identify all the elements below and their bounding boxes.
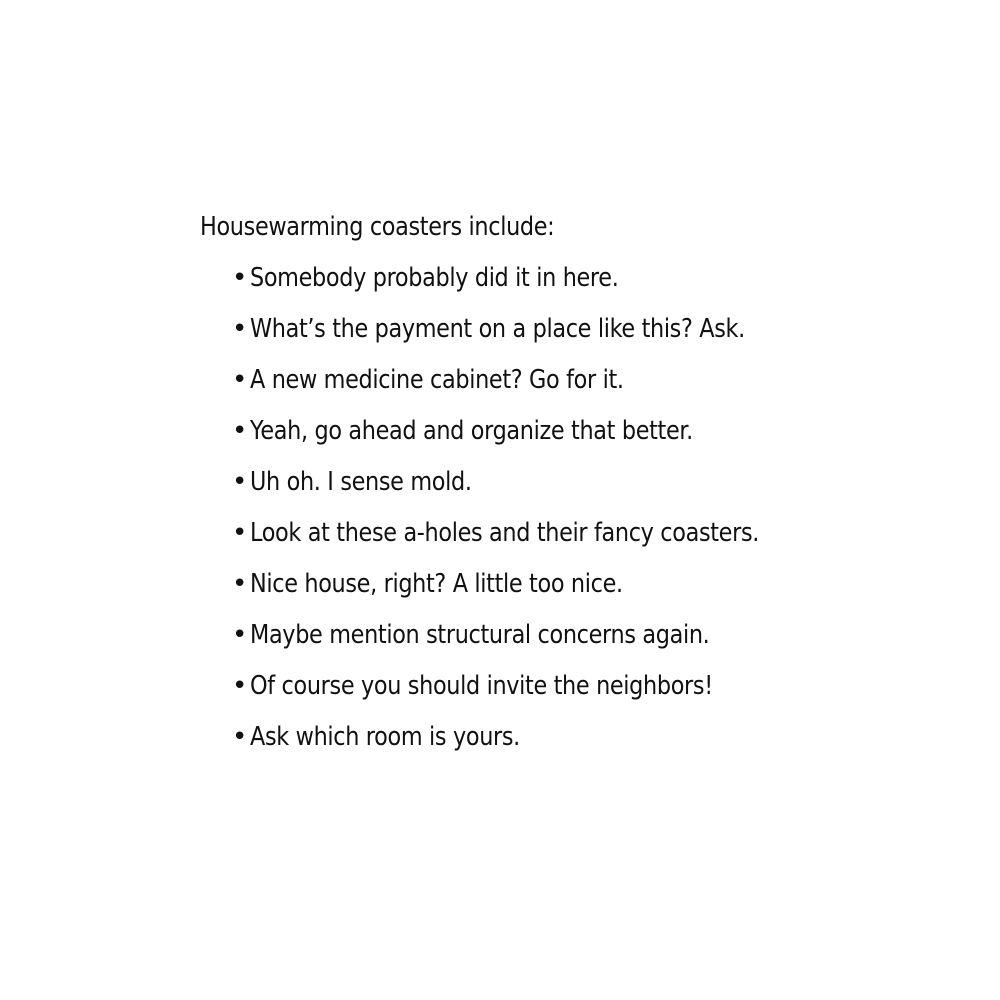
list-item [200, 559, 980, 610]
list-item [200, 355, 980, 406]
list-item-text: A new medicine cabinet? Go for it. [250, 365, 624, 395]
list-item [200, 253, 980, 304]
list-item [200, 661, 980, 712]
bullet-icon: • [232, 467, 247, 497]
list-item-text: Maybe mention structural concerns again. [250, 620, 710, 650]
list-item-text: Somebody probably did it in here. [250, 263, 619, 293]
list-item-text: Of course you should invite the neighbors! [250, 671, 713, 701]
list-item-text: Nice house, right? A little too nice. [250, 569, 623, 599]
list-item [200, 712, 980, 763]
bullet-icon: • [232, 314, 247, 344]
bullet-icon: • [232, 569, 247, 599]
bullet-icon: • [232, 671, 247, 701]
list-item-text: Yeah, go ahead and organize that better. [250, 416, 693, 446]
bullet-icon: • [232, 722, 247, 752]
bullet-icon: • [232, 263, 247, 293]
list-item-text: Ask which room is yours. [250, 722, 520, 752]
list-item-text: Look at these a-holes and their fancy coasters. [250, 518, 760, 548]
list-item-text: Uh oh. I sense mold. [250, 467, 472, 497]
list-item [200, 457, 980, 508]
bullet-icon: • [232, 518, 247, 548]
coaster-list [200, 253, 980, 763]
list-item [200, 610, 980, 661]
list-heading: Housewarming coasters include: [200, 212, 555, 242]
content-block [200, 202, 980, 763]
bullet-icon: • [232, 416, 247, 446]
bullet-icon: • [232, 365, 247, 395]
list-item-text: What’s the payment on a place like this? Ask. [250, 314, 745, 344]
list-item [200, 406, 980, 457]
list-item [200, 508, 980, 559]
bullet-icon: • [232, 620, 247, 650]
list-item [200, 304, 980, 355]
